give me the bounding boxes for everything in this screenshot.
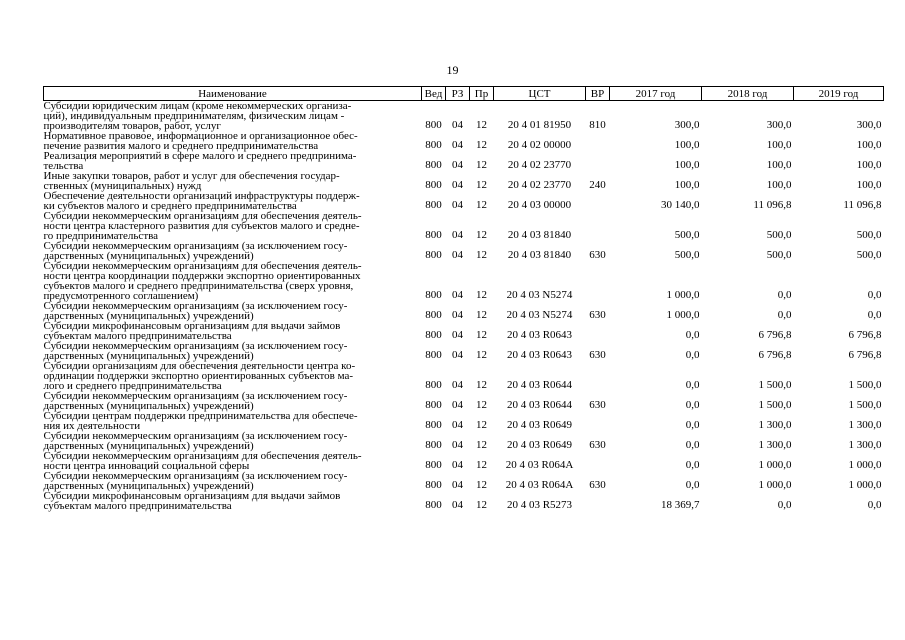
cell-2019: 100,0 [856,179,882,191]
cell-2017: 100,0 [674,159,700,171]
cell-cst: 20 4 03 R5273 [506,499,573,511]
cell-2018: 6 796,8 [758,329,792,341]
name-line: производителям товаров, работ, услуг [43,120,221,132]
table-row [44,341,884,361]
name-line: ственных (муниципальных) нужд [43,180,202,192]
cell-name [44,171,422,191]
table-header-row [44,87,884,101]
cell-ved: 800 [425,119,442,131]
cell-name [44,341,422,361]
cell-rz: 04 [452,399,463,411]
cell-rz: 04 [452,139,463,151]
cell-2017: 0,0 [685,399,700,411]
cell-2017: 0,0 [685,349,700,361]
cell-cst: 20 4 02 23770 [507,159,572,171]
header-2019: 2019 год [794,87,884,101]
cell-name [44,301,422,321]
cell-2017: 0,0 [685,459,700,471]
table-row [44,361,884,391]
name-line: дарственных (муниципальных) учреждений) [43,310,254,322]
cell-cst: 20 4 03 R0644 [506,379,573,391]
budget-table [43,86,884,511]
cell-pr: 12 [476,439,487,451]
cell-2017: 0,0 [685,419,700,431]
cell-2018: 100,0 [766,159,792,171]
name-line: субъектов малого и среднего предпринимательства (сверх уровня, [43,280,354,292]
cell-cst: 20 4 03 R064A [505,459,574,471]
cell-2019: 500,0 [856,249,882,261]
cell-name [44,131,422,151]
cell-2017: 1 000,0 [666,289,700,301]
name-line: субъектам малого предпринимательства [43,330,232,342]
name-line: Субсидии некоммерческим организациям (за исключением госу- [43,240,348,252]
cell-pr: 12 [476,399,487,411]
cell-vr: 630 [589,249,606,261]
cell-cst: 20 4 01 81950 [507,119,572,131]
name-line: дарственных (муниципальных) учреждений) [43,480,254,492]
cell-2018: 300,0 [766,119,792,131]
table-row [44,211,884,241]
name-line: Субсидии некоммерческим организациям для обеспечения деятель- [43,210,362,222]
table-row [44,301,884,321]
cell-cst: 20 4 03 R0644 [506,399,573,411]
cell-vr: 630 [589,309,606,321]
cell-ved: 800 [425,139,442,151]
cell-name [44,241,422,261]
cell-pr: 12 [476,379,487,391]
cell-name [44,191,422,211]
cell-rz: 04 [452,329,463,341]
cell-name [44,491,422,511]
cell-2019: 1 000,0 [848,459,882,471]
cell-name [44,411,422,431]
cell-ved: 800 [425,499,442,511]
cell-2019: 0,0 [867,289,882,301]
cell-ved: 800 [425,289,442,301]
cell-2017: 0,0 [685,479,700,491]
cell-rz: 04 [452,479,463,491]
cell-cst: 20 4 03 N5274 [506,309,573,321]
cell-vr: 810 [589,119,606,131]
cell-2019: 100,0 [856,139,882,151]
cell-cst: 20 4 03 R064A [505,479,574,491]
table-row [44,131,884,151]
cell-cst: 20 4 03 R0649 [506,439,573,451]
name-line: ций), индивидуальным предпринимателям, физическим лицам - [43,110,345,122]
cell-pr: 12 [476,199,487,211]
table-row [44,151,884,171]
name-line: Субсидии некоммерческим организациям (за исключением госу- [43,340,348,352]
cell-2017: 100,0 [674,179,700,191]
cell-vr: 630 [589,439,606,451]
cell-2018: 0,0 [777,309,792,321]
cell-2019: 1 000,0 [848,479,882,491]
cell-2018: 1 300,0 [758,439,792,451]
cell-2017: 500,0 [674,249,700,261]
table-row [44,261,884,301]
cell-cst: 20 4 03 81840 [507,249,572,261]
table-row [44,431,884,451]
name-line: Субсидии некоммерческим организациям для обеспечения деятель- [43,260,362,272]
cell-cst: 20 4 03 N5274 [506,289,573,301]
cell-ved: 800 [425,249,442,261]
cell-name [44,261,422,301]
cell-pr: 12 [476,329,487,341]
header-2017: 2017 год [610,87,702,101]
cell-ved: 800 [425,309,442,321]
cell-2019: 1 300,0 [848,439,882,451]
table-row [44,191,884,211]
cell-vr [586,411,610,431]
cell-rz: 04 [452,249,463,261]
cell-rz: 04 [452,309,463,321]
cell-rz: 04 [452,499,463,511]
name-line: ности центра инноваций социальной сферы [43,460,250,472]
name-line: Субсидии микрофинансовым организациям для выдачи займов [43,320,341,332]
cell-2018: 500,0 [766,249,792,261]
cell-2018: 500,0 [766,229,792,241]
cell-2017: 500,0 [674,229,700,241]
name-line: ния их деятельности [43,420,141,432]
cell-2019: 100,0 [856,159,882,171]
name-line: Субсидии организациям для обеспечения деятельности центра ко- [43,360,356,372]
name-line: ности центра координации поддержки экспортно ориентированных [43,270,361,282]
cell-pr: 12 [476,119,487,131]
cell-2017: 300,0 [674,119,700,131]
cell-2019: 300,0 [856,119,882,131]
name-line: Иные закупки товаров, работ и услуг для обеспечения государ- [43,170,340,182]
name-line: дарственных (муниципальных) учреждений) [43,250,254,262]
table-row [44,411,884,431]
name-line: печение развития малого и среднего предпринимательства [43,140,319,152]
cell-vr: 240 [589,179,606,191]
cell-rz: 04 [452,179,463,191]
cell-ved: 800 [425,379,442,391]
cell-pr: 12 [476,179,487,191]
cell-rz: 04 [452,159,463,171]
table-row [44,491,884,511]
name-line: Субсидии некоммерческим организациям (за исключением госу- [43,390,348,402]
cell-2019: 1 500,0 [848,379,882,391]
cell-name [44,361,422,391]
cell-rz: 04 [452,119,463,131]
cell-ved: 800 [425,439,442,451]
cell-2019: 1 300,0 [848,419,882,431]
name-line: Субсидии некоммерческим организациям для обеспечения деятель- [43,450,362,462]
cell-pr: 12 [476,309,487,321]
header-pr: Пр [470,87,494,101]
header-cst: ЦСТ [494,87,586,101]
cell-2019: 6 796,8 [848,329,882,341]
cell-name [44,211,422,241]
cell-cst: 20 4 03 81840 [507,229,572,241]
cell-ved: 800 [425,459,442,471]
cell-ved: 800 [425,229,442,241]
cell-name [44,391,422,411]
name-line: Субсидии некоммерческим организациям (за исключением госу- [43,470,348,482]
cell-ved: 800 [425,419,442,431]
name-line: тельства [43,160,84,172]
cell-ved: 800 [425,199,442,211]
cell-cst: 20 4 03 R0643 [506,349,573,361]
header-name: Наименование [44,87,422,101]
cell-cst: 20 4 03 00000 [507,199,572,211]
cell-2019: 0,0 [867,499,882,511]
cell-ved: 800 [425,479,442,491]
cell-ved: 800 [425,159,442,171]
cell-pr: 12 [476,159,487,171]
cell-vr [586,451,610,471]
cell-2018: 0,0 [777,289,792,301]
cell-vr: 630 [589,399,606,411]
cell-ved: 800 [425,349,442,361]
cell-rz: 04 [452,289,463,301]
cell-rz: 04 [452,459,463,471]
name-line: ности центра кластерного развития для субъектов малого и средне- [43,220,360,232]
name-line: дарственных (муниципальных) учреждений) [43,350,254,362]
name-line: Субсидии центрам поддержки предпринимательства для обеспече- [43,410,358,422]
cell-ved: 800 [425,329,442,341]
cell-name [44,101,422,132]
table-row [44,321,884,341]
cell-pr: 12 [476,419,487,431]
cell-2017: 0,0 [685,329,700,341]
name-line: ординации поддержки экспортно ориентированных субъектов ма- [43,370,354,382]
cell-2019: 11 096,8 [843,199,882,211]
cell-name [44,151,422,171]
cell-pr: 12 [476,139,487,151]
cell-rz: 04 [452,419,463,431]
cell-2018: 100,0 [766,179,792,191]
cell-cst: 20 4 02 00000 [507,139,572,151]
name-line: Обеспечение деятельности организаций инфраструктуры поддерж- [43,190,360,202]
table-row [44,471,884,491]
cell-ved: 800 [425,399,442,411]
cell-2019: 500,0 [856,229,882,241]
cell-pr: 12 [476,229,487,241]
cell-name [44,431,422,451]
cell-vr [586,491,610,511]
cell-2019: 0,0 [867,309,882,321]
name-line: субъектам малого предпринимательства [43,500,232,512]
cell-vr: 630 [589,349,606,361]
header-2018: 2018 год [702,87,794,101]
cell-2018: 0,0 [777,499,792,511]
cell-2017: 0,0 [685,439,700,451]
header-rz: РЗ [446,87,470,101]
cell-rz: 04 [452,199,463,211]
cell-vr [586,131,610,151]
cell-2018: 100,0 [766,139,792,151]
name-line: предусмотренного соглашением) [43,290,199,302]
name-line: Нормативное правовое, информационное и организационное обес- [43,130,358,142]
name-line: лого и среднего предпринимательства [43,380,222,392]
table-body [44,101,884,512]
cell-pr: 12 [476,289,487,301]
cell-2017: 30 140,0 [661,199,700,211]
cell-2019: 1 500,0 [848,399,882,411]
cell-rz: 04 [452,229,463,241]
cell-name [44,321,422,341]
header-vr: ВР [586,87,610,101]
cell-2018: 1 000,0 [758,479,792,491]
cell-vr [586,211,610,241]
cell-ved: 800 [425,179,442,191]
cell-rz: 04 [452,439,463,451]
cell-vr [586,321,610,341]
cell-pr: 12 [476,499,487,511]
cell-2018: 1 500,0 [758,399,792,411]
cell-pr: 12 [476,249,487,261]
cell-2018: 6 796,8 [758,349,792,361]
table-row [44,241,884,261]
cell-vr [586,151,610,171]
name-line: Субсидии некоммерческим организациям (за исключением госу- [43,430,348,442]
cell-cst: 20 4 03 R0643 [506,329,573,341]
cell-2018: 1 000,0 [758,459,792,471]
cell-2017: 100,0 [674,139,700,151]
cell-rz: 04 [452,349,463,361]
cell-vr [586,191,610,211]
name-line: Субсидии юридическим лицам (кроме некоммерческих организа- [43,100,352,112]
cell-vr [586,261,610,301]
name-line: дарственных (муниципальных) учреждений) [43,440,254,452]
cell-2017: 1 000,0 [666,309,700,321]
name-line: Субсидии микрофинансовым организациям для выдачи займов [43,490,341,502]
cell-2017: 18 369,7 [661,499,700,511]
cell-name [44,471,422,491]
cell-2018: 11 096,8 [753,199,792,211]
cell-pr: 12 [476,459,487,471]
header-ved: Вед [422,87,446,101]
cell-pr: 12 [476,479,487,491]
cell-name [44,451,422,471]
cell-vr: 630 [589,479,606,491]
cell-rz: 04 [452,379,463,391]
name-line: го предпринимательства [43,230,159,242]
name-line: дарственных (муниципальных) учреждений) [43,400,254,412]
cell-2019: 6 796,8 [848,349,882,361]
table-row [44,101,884,132]
table-row [44,451,884,471]
cell-vr [586,361,610,391]
page-number: 19 [446,63,459,77]
name-line: Субсидии некоммерческим организациям (за исключением госу- [43,300,348,312]
table-row [44,171,884,191]
cell-pr: 12 [476,349,487,361]
cell-cst: 20 4 03 R0649 [506,419,573,431]
cell-cst: 20 4 02 23770 [507,179,572,191]
cell-2018: 1 300,0 [758,419,792,431]
cell-2018: 1 500,0 [758,379,792,391]
table-row [44,391,884,411]
name-line: Реализация мероприятий в сфере малого и среднего предпринима- [43,150,357,162]
cell-2017: 0,0 [685,379,700,391]
name-line: ки субъектов малого и среднего предпринимательства [43,200,297,212]
